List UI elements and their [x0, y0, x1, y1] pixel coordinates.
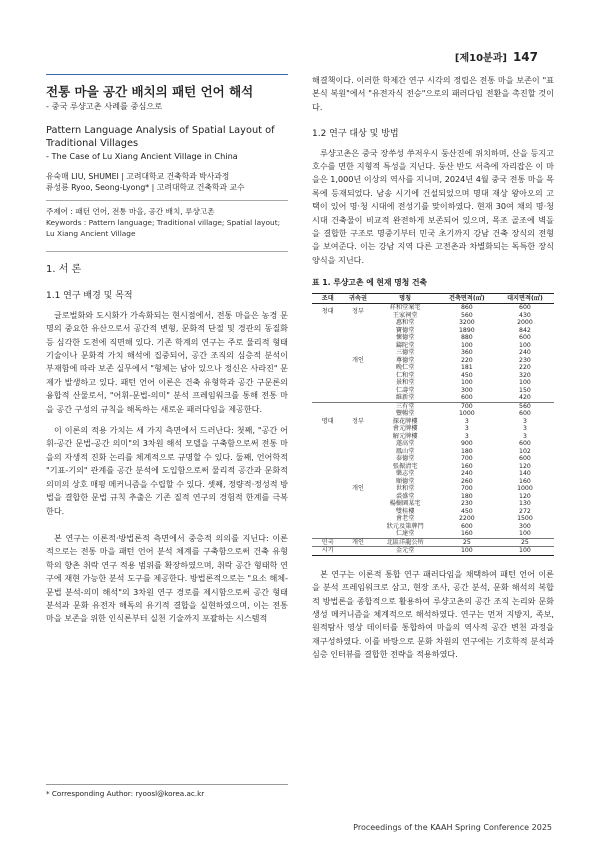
subsection-heading: 1.1 연구 배경 및 목적: [46, 291, 133, 302]
site-area-cell: 272: [519, 507, 531, 515]
body-paragraph: 글로벌화와 도시화가 가속화되는 현시점에서, 전통 마을은 농경 문명의 중요한 유산으로서 공간적 변형, 문화적 단절 및 경관의 동질화 등 심각한 도전에 직면해 있다. 기존 학계의 연구는 주로 물리적 형태 기술이나 문화적 가치 해석에 집중되어, 공간 조직의 심층적 분석이 부재함에 따라 보존 실무에서 "형체는 남아 있으나 정신은 사라진" 문제가 발생하고 있다. 패턴 언어 이론은 건축 유형학과 공간 구문론의 융합적 산물로서, "어휘-문법-의미" 분석 프레임워크를 통해 전통 마을 공간 구성의 규칙을 해독하는 새로운 패러다임을 제공한다.: [46, 309, 288, 414]
site-area-cell: 600: [519, 440, 531, 448]
author-1: 유숙매 LIU, SHUMEI | 고려대학교 건축학과 박사과정: [46, 172, 230, 181]
site-area-cell: 230: [519, 356, 531, 364]
floor-area-cell: 180: [460, 492, 473, 500]
site-area-cell: 102: [519, 447, 531, 455]
building-name-cell: 惠和堂: [395, 319, 415, 327]
floor-area-cell: 560: [460, 311, 473, 319]
building-name-cell: 仁和堂: [395, 371, 415, 379]
building-name-cell: 探花牌樓: [392, 417, 418, 425]
ownership-cell: 개인: [343, 538, 372, 547]
ownership-cell: [343, 547, 372, 556]
subsection-heading: 1.2 연구 대상 및 방법: [312, 129, 399, 140]
building-name-cell: 鳳山堂: [395, 447, 415, 455]
ownership-cell: 개인: [351, 485, 364, 493]
building-name-cell: 順德堂: [395, 477, 415, 485]
building-name-cell: 仁壽堂: [395, 386, 415, 394]
site-area-cell: 220: [519, 364, 531, 372]
body-paragraph: 루샹고촌은 중국 장쑤성 쑤저우시 둥산진에 위치하며, 산을 등지고 호수를 면한 지형적 특성을 지닌다. 둥산 반도 서측에 자리잡은 이 마을은 1,000년 이상의 역사를 지니며, 2024년 4월 중국 전통 마을 목록에 등재되었다. 남송 시기에 건설되었으며 명대 재상 왕아오의 고택이 있어 명·청 시대에 전성기를 맞이하였다. 현재 30여 채의 명·청 시대 건축물이 비교적 완전하게 보존되어 있으며, 목조 골조에 벽돌을 결합한 구조로 명중기부터 민국 초기까지 강남 건축 장식의 전형을 보여준다. 이는 강남 지역 다른 고전촌과 차별화되는 독특한 장식 양식을 지닌다.: [312, 147, 554, 265]
floor-area-cell: 700: [460, 485, 473, 493]
building-name-cell: 樂志堂: [395, 470, 415, 478]
page-footer: Proceedings of the KAAH Spring Conference 2025: [353, 823, 552, 832]
dynasty-cell: [312, 440, 343, 538]
floor-area-cell: 160: [460, 462, 473, 470]
table-header-cell: 대지면적(㎡): [496, 293, 554, 304]
building-name-cell: 豐暢堂: [395, 410, 415, 418]
floor-area-cell: 600: [460, 394, 473, 402]
site-area-cell: 150: [519, 386, 531, 394]
keywords-english: Keywords : Pattern language; Traditional village; Spatial layout; Lu Xiang Ancient Village: [46, 218, 281, 238]
floor-area-cell: 900: [460, 440, 473, 448]
building-name-cell: 北區洋龍公所: [372, 538, 437, 547]
building-name-cell: 晚仁堂: [395, 364, 415, 372]
site-area-cell: 320: [519, 371, 531, 379]
page-header: [455, 49, 538, 64]
building-name-cell: 裘盛堂: [395, 492, 415, 500]
site-area-cell: 600: [519, 410, 531, 418]
site-area-cell: 300: [519, 522, 531, 530]
building-name-cell: 仁達堂: [395, 530, 415, 538]
table-header-cell: 조대: [312, 293, 343, 304]
site-area-cell: 430: [519, 311, 531, 319]
table-header-cell: 명칭: [372, 293, 437, 304]
floor-area-cell: 100: [460, 379, 473, 387]
building-name-cell: 雙桂樓: [395, 507, 415, 515]
floor-area-cell: 450: [460, 371, 473, 379]
site-area-cell: 25: [496, 538, 554, 547]
building-name-cell: 遂高堂: [395, 440, 415, 448]
table-header-cell: 귀속권: [343, 293, 372, 304]
building-name-cell: 金元堂: [372, 547, 437, 556]
body-paragraph: 본 연구는 이론적·방법론적 측면에서 중층적 의의를 지닌다: 이론적으로는 전통 마을 패턴 언어 분석 체계를 구축함으로써 건축 유형학의 향촌 취락 연구 적용 범위를 확장하였으며, 취락 공간 형태학 연구에 재현 가능한 분석 도구를 제공한다. 방법론적으로는 "요소 해체-문법 분석-의미 해석"의 3차원 연구 경로를 제시함으로써 공간 형태 분석과 문화 유전자 해독의 유기적 결합을 실현하였으며, 이는 전통 마을 보존을 위한 인식론부터 실천 기술까지 포괄하는 시스템적: [46, 532, 288, 624]
dynasty-cell: 명대: [312, 402, 343, 440]
title-rule: [46, 74, 288, 75]
table-header-cell: 건축면적(㎡): [438, 293, 496, 304]
floor-area-cell: 180: [460, 447, 473, 455]
building-name-cell: 懷德堂: [395, 334, 415, 342]
site-area-cell: 3: [522, 425, 527, 433]
building-name-cell: 世和堂: [395, 485, 415, 493]
site-area-cell: 600: [519, 334, 531, 342]
site-area-cell: 600: [519, 304, 531, 312]
ownership-cell: 정부: [351, 307, 364, 315]
ownership-cell: 정부: [343, 402, 372, 440]
building-name-cell: 解元牌樓: [392, 432, 418, 440]
floor-area-cell: 260: [460, 477, 473, 485]
building-name-cell: 鑄陀堂: [395, 341, 415, 349]
author-block: [46, 171, 288, 193]
issue-label: [제10분과]: [454, 53, 507, 64]
site-area-cell: 240: [519, 349, 531, 357]
building-name-cell: 三有堂: [372, 402, 437, 410]
table-row: [312, 440, 554, 448]
table-header-row: [312, 293, 554, 304]
building-name-cell: 會老堂: [395, 515, 415, 523]
floor-area-cell: 100: [460, 341, 473, 349]
site-area-cell: 3: [522, 417, 527, 425]
site-area-cell: 600: [519, 455, 531, 463]
floor-area-cell: 1890: [458, 326, 475, 334]
right-column: [312, 74, 554, 668]
table-caption: 표 1. 루샹고촌 에 현재 명청 건축: [312, 278, 428, 288]
site-area-cell: 420: [519, 394, 531, 402]
site-area-cell: 100: [519, 341, 531, 349]
table-row: [312, 319, 554, 327]
floor-area-cell: 3: [464, 432, 469, 440]
body-paragraph: 이 이론의 적용 가치는 세 가지 측면에서 드러난다: 첫째, "공간 어휘-공간 문법-공간 의미"의 3차원 해석 모델을 구축함으로써 전통 마을의 자생적 진화 논리를 체계적으로 규명할 수 있다. 둘째, 언어학적 "기표-기의" 관계를 공간 분석에 도입함으로써 물리적 공간과 문화적 의미의 상호 매핑 메커니즘을 수립할 수 있다. 셋째, 정량적·정성적 방법을 결합한 문법 규칙 추출은 기존 질적 연구의 경험적 한계를 극복한다.: [46, 425, 288, 516]
floor-area-cell: 240: [460, 470, 473, 478]
building-name-cell: 會元牌樓: [392, 425, 418, 433]
floor-area-cell: 160: [460, 530, 473, 538]
site-area-cell: 100: [519, 379, 531, 387]
floor-area-cell: 2200: [458, 515, 475, 523]
site-area-cell: 100: [519, 530, 531, 538]
title-english: Pattern Language Analysis of Spatial Layout of Traditional Villages: [46, 125, 275, 149]
floor-area-cell: 3200: [458, 319, 475, 327]
building-name-cell: 楊樹園某宅: [389, 500, 421, 508]
floor-area-cell: 450: [460, 507, 473, 515]
subtitle-english: - The Case of Lu Xiang Ancient Village in China: [46, 151, 238, 161]
dynasty-cell: 민국: [312, 538, 343, 547]
table-row: [312, 304, 554, 312]
floor-area-cell: 860: [460, 304, 473, 312]
keywords-korean: 주제어 : 패턴 언어, 전통 마을, 공간 배치, 루샹고촌: [46, 200, 288, 217]
building-name-cell: 景和堂: [395, 379, 415, 387]
building-name-cell: 寶德堂: [395, 326, 415, 334]
floor-area-cell: 3: [464, 425, 469, 433]
ownership-cell: 개인: [351, 356, 364, 364]
building-name-cell: 維新堂: [395, 394, 415, 402]
footnote: * Corresponding Author: ryoosl@korea.ac.kr: [46, 784, 288, 798]
table-row: [312, 547, 554, 556]
body-paragraph: 본 연구는 이론적 통합 연구 패러다임을 채택하여 패턴 언어 이론을 분석 프레임워크로 삼고, 현장 조사, 공간 분석, 문화 해석의 복합적 방법론을 종합적으로 활용하여 루샹고촌의 공간 조직 논리와 문화 생성 메커니즘을 체계적으로 해석하였다. 연구는 먼저 지방지, 족보, 원적탐사 영상 데이터를 통합하여 마을의 역사적 공간 변천 과정을 재구성하였다. 이를 바탕으로 문화 차원의 연구에는 기호학적 분석과 심층 인터뷰를 결합한 전략을 적용하였다.: [312, 568, 554, 660]
table-row: [312, 402, 554, 410]
site-area-cell: 842: [519, 326, 531, 334]
building-table: [312, 293, 554, 556]
floor-area-cell: 3: [464, 417, 469, 425]
site-area-cell: 3: [522, 432, 527, 440]
floor-area-cell: 181: [460, 364, 473, 372]
site-area-cell: 130: [519, 500, 531, 508]
dynasty-cell: 청대: [321, 307, 334, 315]
floor-area-cell: 100: [438, 547, 496, 556]
floor-area-cell: 25: [438, 538, 496, 547]
title-korean: 전통 마을 공간 배치의 패턴 언어 해석: [46, 84, 254, 99]
floor-area-cell: 300: [460, 386, 473, 394]
floor-area-cell: 700: [460, 455, 473, 463]
site-area-cell: 1000: [517, 485, 533, 493]
building-name-cell: 泰德堂: [395, 455, 415, 463]
building-name-cell: 狀元及第牌門: [386, 522, 424, 530]
site-area-cell: 2000: [517, 319, 533, 327]
building-name-cell: 三德堂: [395, 349, 415, 357]
floor-area-cell: 600: [460, 522, 473, 530]
site-area-cell: 160: [519, 477, 531, 485]
site-area-cell: 1500: [517, 515, 533, 523]
subtitle-korean: - 중국 루샹고촌 사례를 중심으로: [46, 101, 163, 111]
site-area-cell: 100: [496, 547, 554, 556]
building-name-cell: 祥和堂案宅: [389, 304, 421, 312]
floor-area-cell: 220: [460, 356, 473, 364]
floor-area-cell: 1000: [458, 410, 475, 418]
floor-area-cell: 230: [460, 500, 473, 508]
author-2: 류성룡 Ryoo, Seong-Lyong* | 고려대학교 건축학과 교수: [46, 183, 245, 192]
section-heading: 1. 서 론: [46, 251, 288, 276]
site-area-cell: 560: [496, 402, 554, 410]
floor-area-cell: 700: [438, 402, 496, 410]
floor-area-cell: 360: [460, 349, 473, 357]
dynasty-cell: 시기: [312, 547, 343, 556]
building-name-cell: 王家祠堂: [392, 311, 418, 319]
body-paragraph: 해결책이다. 이러한 학제간 연구 시각의 정립은 전통 마을 보존이 "표본식 복원"에서 "유전자식 전승"으로의 패러다임 전환을 촉진할 것이다.: [312, 75, 554, 112]
site-area-cell: 140: [519, 470, 531, 478]
left-column: [46, 74, 288, 632]
page-number: 147: [512, 50, 538, 64]
table-row: [312, 538, 554, 547]
building-name-cell: 尊德堂: [395, 356, 415, 364]
building-name-cell: 張振清宅: [392, 462, 418, 470]
site-area-cell: 120: [519, 462, 531, 470]
site-area-cell: 120: [519, 492, 531, 500]
dynasty-cell: [312, 319, 343, 402]
floor-area-cell: 880: [460, 334, 473, 342]
